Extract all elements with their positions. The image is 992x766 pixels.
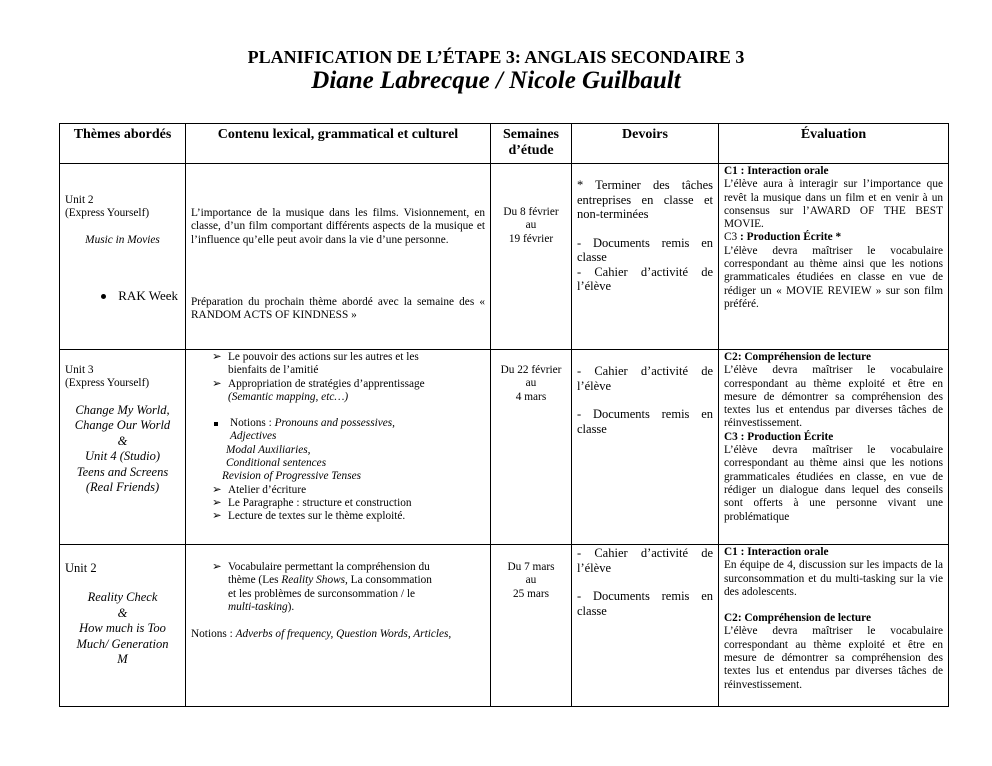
col-header-homework: Devoirs (572, 124, 719, 164)
arrow-bullet-icon: ➢ (212, 561, 222, 573)
evaluation-title: : Production Écrite * (737, 231, 842, 244)
content-cell (186, 350, 491, 545)
bullet-icon (101, 294, 106, 299)
page-title: PLANIFICATION DE L’ÉTAPE 3: ANGLAIS SECONDAIRE 3 (247, 47, 745, 67)
homework-cell (572, 164, 719, 350)
theme-title: (Real Friends) (85, 480, 160, 495)
evaluation-code: C3 (724, 430, 738, 443)
notions-text: Modal Auxiliaries, (226, 443, 311, 456)
col-header-themes: Thèmes abordés (60, 124, 186, 164)
content-cell (186, 164, 491, 350)
header-row (60, 124, 949, 164)
notions-text: Conditional sentences (226, 457, 327, 470)
theme-sub: (Express Yourself) (65, 207, 150, 220)
list-item: ➢ Le Paragraphe : structure et construction (212, 496, 412, 509)
weeks-text: au (525, 219, 537, 232)
weeks-cell (491, 545, 572, 707)
homework-text: - Documents remis en classe (577, 589, 713, 618)
theme-title: Change My World, (75, 402, 170, 417)
homework-cell (572, 545, 719, 707)
theme-title: M (117, 652, 128, 667)
evaluation-code: C2 (724, 351, 738, 363)
homework-text: - Documents remis en classe (577, 235, 713, 264)
theme-title: Music in Movies (85, 233, 160, 246)
homework-text: * Terminer des tâches entreprises en classe et non-terminées (577, 178, 713, 221)
col-header-evaluation: Évaluation (719, 124, 949, 164)
evaluation-cell (719, 350, 949, 545)
col-header-content: Contenu lexical, grammatical et culturel (186, 124, 491, 164)
content-cell (186, 545, 491, 707)
evaluation-text: L’élève devra maîtriser le vocabulaire correspondant au thème exploité et être en mesure de démontrer sa compréhension des textes lus et entendus par diverses tâches de réinvestissement. (724, 625, 943, 691)
theme-unit: Unit 2 (65, 194, 94, 206)
theme-sub: (Express Yourself) (65, 377, 150, 390)
theme-unit: Unit 2 (65, 561, 97, 575)
homework-text: - Cahier d’activité de l’élève (577, 546, 713, 575)
theme-amp: & (117, 605, 128, 620)
theme-cell (60, 545, 186, 707)
theme-title: How much is Too (79, 621, 166, 636)
weeks-cell (491, 164, 572, 350)
content-text: L’importance de la musique dans les films. Visionnement, en classe, d’un film comportant différents aspects de la musique et l’influence qu’elle peut avoir dans la vie d’une personne. (191, 207, 485, 246)
table-row (60, 545, 949, 707)
col-header-weeks: Semaines d’étude (491, 124, 572, 164)
list-item: ➢ Vocabulaire permettant la compréhension du thème (Les Reality Shows, La consommation et les problèmes de surconsommation / le multi-tasking). (212, 561, 432, 613)
homework-text: - Cahier d’activité de l’élève (577, 264, 713, 293)
evaluation-text: L’élève devra maîtriser le vocabulaire correspondant au thème ainsi que les notions grammaticales étudiées en classe en vue de rédiger un « MOVIE REVIEW » sur son film préféré. (724, 244, 943, 310)
arrow-bullet-icon: ➢ (212, 510, 222, 523)
theme-title: Unit 4 (Studio) (85, 449, 160, 464)
homework-cell (572, 350, 719, 545)
theme-title: Change Our World (74, 418, 171, 433)
arrow-bullet-icon: ➢ (212, 483, 222, 496)
list-item: ➢ Appropriation de stratégies d’apprentissage (Semantic mapping, etc…) (212, 377, 425, 403)
homework-text: - Cahier d’activité de l’élève (577, 364, 713, 393)
evaluation-title: : Production Écrite (737, 430, 834, 443)
list-item: ➢ Atelier d’écriture (212, 483, 307, 496)
weeks-text: Du 22 février (500, 364, 562, 376)
arrow-bullet-icon: ➢ (212, 496, 222, 509)
weeks-text: 25 mars (512, 587, 550, 600)
evaluation-text: L’élève devra maîtriser le vocabulaire correspondant au thème exploité et être en mesure de démontrer sa compréhension des textes lus et entendus par diverses tâches de réinvestissement. (724, 364, 943, 430)
weeks-cell (491, 350, 572, 545)
notions-text: Revision of Progressive Tenses (222, 470, 361, 483)
weeks-text: Du 8 février (503, 206, 559, 218)
evaluation-code: C3 (724, 231, 738, 244)
evaluation-text: L’élève devra maîtriser le vocabulaire correspondant au thème ainsi que les notions grammaticales étudiées en classe, en vue de rédiger un dialogue dans lequel des conseils sont offerts à une personne vivant une problématique (724, 444, 943, 523)
weeks-text: 19 février (508, 232, 554, 245)
list-item: ➢ Lecture de textes sur le thème exploité. (212, 510, 406, 523)
evaluation-code: C2 (724, 612, 738, 625)
content-text: Préparation du prochain thème abordé avec la semaine des « RANDOM ACTS OF KINDNESS » (191, 295, 485, 322)
theme-amp: & (117, 433, 128, 448)
evaluation-text: En équipe de 4, discussion sur les impacts de la surconsommation et du multi-tasking sur la vie des adolescents. (724, 559, 943, 598)
planning-table (59, 123, 949, 707)
evaluation-title: : Compréhension de lecture (737, 351, 871, 363)
theme-unit: Unit 3 (65, 364, 94, 376)
notions-text: Adverbs of frequency, Question Words, Articles, (235, 628, 452, 641)
theme-cell (60, 164, 186, 350)
evaluation-code: C1 : Interaction orale (724, 165, 829, 177)
weeks-text: 4 mars (515, 390, 547, 403)
evaluation-cell (719, 164, 949, 350)
list-item: ➢ Le pouvoir des actions sur les autres et les bienfaits de l’amitié (212, 351, 419, 377)
evaluation-code: C1 : Interaction orale (724, 546, 829, 558)
table-row (60, 350, 949, 545)
weeks-text: Du 7 mars (507, 561, 555, 573)
theme-bullet: RAK Week (118, 287, 178, 303)
evaluation-text: L’élève aura à interagir sur l’importance que revêt la musique dans un film et en venir à un consensus sur l’AWARD OF THE BEST MOVIE. (724, 178, 943, 231)
theme-title: Reality Check (87, 590, 158, 605)
notions-label: Notions : (230, 417, 275, 430)
arrow-bullet-icon: ➢ (212, 377, 222, 390)
theme-title: Much/ Generation (76, 636, 169, 651)
notions-label: Notions : (191, 628, 236, 641)
square-bullet-icon (214, 422, 218, 426)
notions-text: Pronouns and possessives, (274, 417, 395, 430)
evaluation-title: : Compréhension de lecture (737, 612, 871, 625)
weeks-text: au (525, 377, 537, 390)
table-row (60, 164, 949, 350)
notions-text: Adjectives (230, 430, 277, 443)
evaluation-cell (719, 545, 949, 707)
page-subtitle-authors: Diane Labrecque / Nicole Guilbault (311, 67, 681, 94)
theme-title: Teens and Screens (76, 464, 169, 479)
theme-cell (60, 350, 186, 545)
weeks-text: au (525, 574, 537, 587)
arrow-bullet-icon: ➢ (212, 351, 222, 363)
homework-text: - Documents remis en classe (577, 407, 713, 436)
